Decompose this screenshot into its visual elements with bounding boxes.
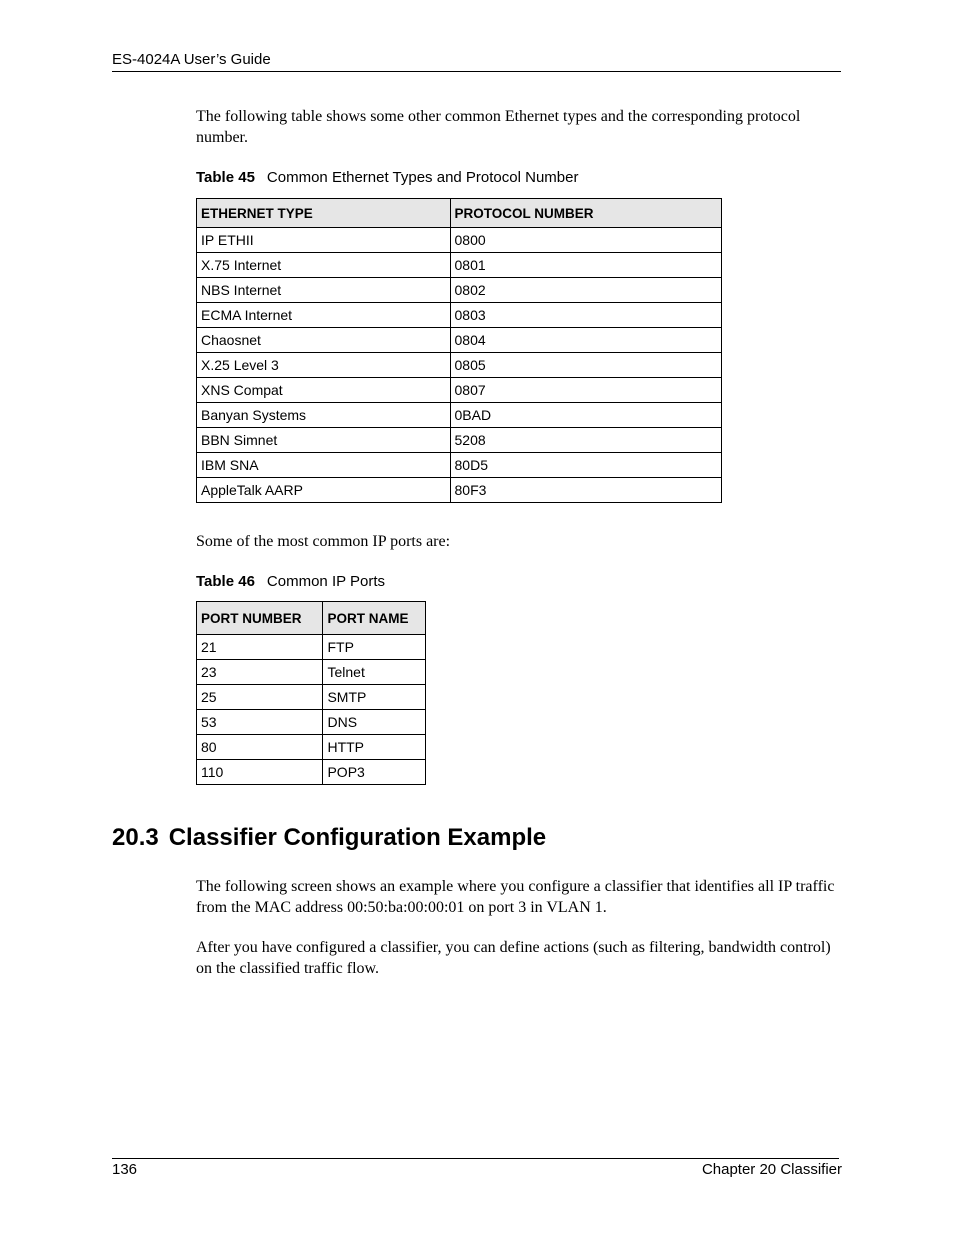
ethernet-type-cell: IP ETHII bbox=[197, 228, 451, 253]
ethernet-type-cell: Banyan Systems bbox=[197, 403, 451, 428]
protocol-number-cell: 5208 bbox=[450, 428, 721, 453]
table-row bbox=[197, 478, 722, 503]
port-number-cell: 23 bbox=[197, 660, 323, 685]
ethernet-type-cell: ECMA Internet bbox=[197, 303, 451, 328]
table-header-row bbox=[197, 199, 722, 228]
table-45-caption-text: Common Ethernet Types and Protocol Number bbox=[266, 169, 579, 186]
section-paragraph: The following screen shows an example where you configure a classifier that identifies all IP traffic from the MAC address 00:50:ba:00:00:01 on port 3 in VLAN 1. bbox=[196, 878, 835, 916]
running-footer-chapter: Chapter 20 Classifier bbox=[701, 1161, 842, 1178]
protocol-number-cell: 0804 bbox=[450, 328, 721, 353]
port-number-cell: 80 bbox=[197, 735, 323, 760]
table-row bbox=[197, 685, 426, 710]
table-46-caption bbox=[196, 573, 385, 590]
footer-divider bbox=[112, 1158, 839, 1159]
table-45-caption bbox=[196, 169, 578, 186]
table-45-caption-label: Table 45 bbox=[196, 169, 255, 186]
ethernet-type-cell: X.25 Level 3 bbox=[197, 353, 451, 378]
table-46-caption-text: Common IP Ports bbox=[266, 573, 386, 590]
table-row bbox=[197, 378, 722, 403]
column-header-ethernet-type: ETHERNET TYPE bbox=[197, 199, 451, 228]
running-header-title: ES-4024A User’s Guide bbox=[112, 51, 271, 68]
protocol-number-cell: 0803 bbox=[450, 303, 721, 328]
port-number-cell: 110 bbox=[197, 760, 323, 785]
protocol-number-cell: 0801 bbox=[450, 253, 721, 278]
table-row bbox=[197, 453, 722, 478]
protocol-number-cell: 0805 bbox=[450, 353, 721, 378]
protocol-number-cell: 0802 bbox=[450, 278, 721, 303]
intro-paragraph: The following table shows some other common Ethernet types and the corresponding protocol number. bbox=[196, 108, 801, 146]
table-row bbox=[197, 228, 722, 253]
table-row bbox=[197, 253, 722, 278]
section-title: Classifier Configuration Example bbox=[168, 824, 547, 851]
table-row bbox=[197, 760, 426, 785]
ports-intro-paragraph: Some of the most common IP ports are: bbox=[196, 533, 451, 550]
port-name-cell: POP3 bbox=[323, 760, 426, 785]
section-number: 20.3 bbox=[112, 824, 159, 851]
protocol-number-cell: 80F3 bbox=[450, 478, 721, 503]
table-row bbox=[197, 303, 722, 328]
port-name-cell: FTP bbox=[323, 635, 426, 660]
table-row bbox=[197, 635, 426, 660]
protocol-number-cell: 0BAD bbox=[450, 403, 721, 428]
ethernet-type-cell: BBN Simnet bbox=[197, 428, 451, 453]
table-header-row bbox=[197, 602, 426, 635]
table-row bbox=[197, 328, 722, 353]
port-name-cell: DNS bbox=[323, 710, 426, 735]
protocol-number-cell: 0800 bbox=[450, 228, 721, 253]
section-paragraph: After you have configured a classifier, you can define actions (such as filtering, bandwidth control) on the classified traffic flow. bbox=[196, 939, 831, 977]
port-number-cell: 53 bbox=[197, 710, 323, 735]
column-header-port-name: PORT NAME bbox=[323, 602, 426, 635]
ethernet-types-table bbox=[196, 198, 722, 503]
table-row bbox=[197, 710, 426, 735]
table-row bbox=[197, 278, 722, 303]
table-row bbox=[197, 428, 722, 453]
port-name-cell: SMTP bbox=[323, 685, 426, 710]
ip-ports-table bbox=[196, 601, 426, 785]
port-number-cell: 25 bbox=[197, 685, 323, 710]
table-row bbox=[197, 353, 722, 378]
protocol-number-cell: 80D5 bbox=[450, 453, 721, 478]
ethernet-type-cell: XNS Compat bbox=[197, 378, 451, 403]
table-row bbox=[197, 403, 722, 428]
table-row bbox=[197, 660, 426, 685]
ethernet-type-cell: Chaosnet bbox=[197, 328, 451, 353]
column-header-port-number: PORT NUMBER bbox=[197, 602, 323, 635]
ethernet-type-cell: NBS Internet bbox=[197, 278, 451, 303]
header-divider bbox=[112, 71, 841, 72]
page-number: 136 bbox=[112, 1161, 138, 1178]
port-name-cell: Telnet bbox=[323, 660, 426, 685]
table-46-caption-label: Table 46 bbox=[196, 573, 255, 590]
ethernet-type-cell: X.75 Internet bbox=[197, 253, 451, 278]
section-heading bbox=[112, 824, 546, 852]
column-header-protocol-number: PROTOCOL NUMBER bbox=[450, 199, 721, 228]
ethernet-type-cell: IBM SNA bbox=[197, 453, 451, 478]
port-number-cell: 21 bbox=[197, 635, 323, 660]
table-row bbox=[197, 735, 426, 760]
ethernet-type-cell: AppleTalk AARP bbox=[197, 478, 451, 503]
port-name-cell: HTTP bbox=[323, 735, 426, 760]
protocol-number-cell: 0807 bbox=[450, 378, 721, 403]
